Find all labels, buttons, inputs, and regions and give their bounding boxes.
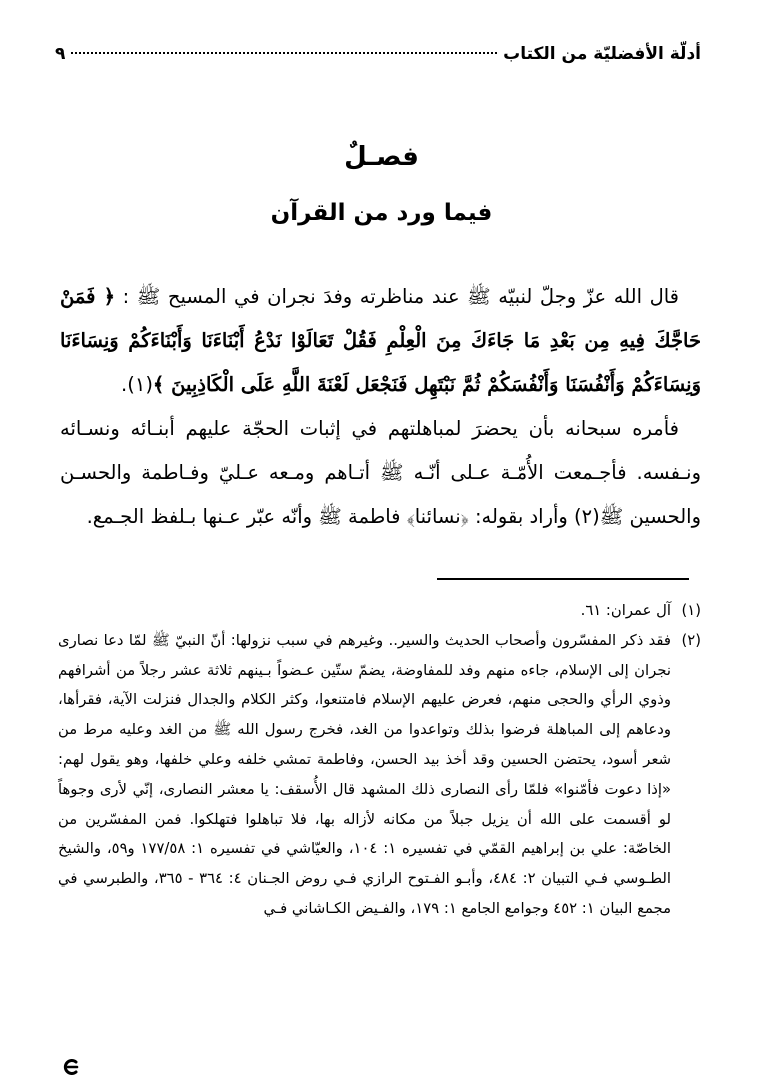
quran-quote: ﴿ فَمَنْ حَاجَّكَ فِيهِ مِن بَعْدِ مَا جَاءَكَ مِنَ الْعِلْمِ فَقُلْ تَعَالَوْا نَدْعُ أَبْنَاءَنَا وَأَبْنَاءَكُمْ وَنِسَاءَنَا وَنِسَاءَكُمْ وَأَنْفُسَنَا وَأَنْفُسَكُمْ ثُمَّ نَبْتَهِل فَنَجْعَل لَعْنَةَ اللَّهِ عَلَى الْكَاذِبِينَ ﴾	[60, 285, 701, 396]
section-subheading: فيما ورد من القرآن	[270, 200, 493, 226]
footnote-text: آل عمران: ٦١.	[580, 602, 671, 619]
footnote-number: (٢)	[681, 631, 701, 649]
footnote-ref-1[interactable]: (١)	[127, 373, 153, 396]
continue-arrow-icon	[62, 1058, 80, 1076]
footnote-text: فقد ذكر المفسّرون وأصحاب الحديث والسير.. وغيرهم في سبب نزولها: أنّ النبيّ ﷺ لمّا دعا نصارى نجران إلى الإسلام، جاءه منهم وفد للمفاوضة، يضمّ ستّين عـضواً بـينهم ثلاثة عشر رجلاً من أشرافهم وذوي الرأي والحجى منهم، فعرض عليهم الإسلام فامتنعوا، وكثر الكلام والجدال فنزلت الآية، فقرأها، ودعاهم إلى المباهلة فرضوا بذلك وتواعدوا من الغد، فخرج رسول الله ﷺ من الغد وعليه مرط من شعر أسود، يحتضن الحسين وقد أخذ بيد الحسن، وفاطمة تمشي خلفه وعلي خلفها، وهو يقول لهم: «إذا دعوت فأمّنوا» فلمّا رأى النصارى ذلك المشهد قال الأُسقف: يا معشر النصارى، إنّي لأرى وجوهاً لو أقسمت على الله أن يزيل جبلاً من مكانه لأزاله بها، فلا تباهلوا فتهلكوا. فمن المفسّرين من الخاصّة: علي بن إبراهيم القمّي في تفسيره ١: ١٠٤، والعيّاشي في تفسيره ١: ١٧٧/٥٨ و٥٩، والشيخ الطـوسي فـي التبيان ٢: ٤٨٤، وأبـو الفـتوح الرازي فـي روض الجـنان ٤: ٣٦٤ - ٣٦٥، والطبرسي في مجمع البيان ١: ٤٥٢ وجوامع الجامع ١: ١٧٩، والفـيض الكـاشاني فـي	[58, 631, 671, 917]
footnote-1	[58, 596, 701, 626]
footnote-2	[58, 626, 701, 924]
footnotes	[58, 596, 701, 924]
section-heading: فصـلٌ	[344, 142, 419, 172]
footnote-separator	[437, 578, 689, 580]
paragraph-1: قال الله عزّ وجلّ لنبيّه ﷺ عند مناظرته وفدَ نجران في المسيح ﷺ : ﴿ فَمَنْ حَاجَّكَ فِيهِ مِن بَعْدِ مَا جَاءَكَ مِنَ الْعِلْمِ فَقُلْ تَعَالَوْا نَدْعُ أَبْنَاءَنَا وَأَبْنَاءَكُمْ وَنِسَاءَنَا وَنِسَاءَكُمْ وَأَنْفُسَنَا وَأَنْفُسَكُمْ ثُمَّ نَبْتَهِل فَنَجْعَل لَعْنَةَ اللَّهِ عَلَى الْكَاذِبِينَ ﴾(١).	[60, 285, 701, 396]
paragraph-2-end: وأراد بقوله: ﴿نسائنا﴾ فاطمة ﷺ وأنّه عبّر عـنها بـلفظ الجـمع.	[86, 505, 575, 528]
main-text	[60, 275, 701, 539]
paragraph-2-text: فأمره سبحانه بأن يحضرَ لمباهلتهم في إثبات الحجّة عليهم أبنـائه ونسـائه ونـفسه. فأجـمعت الأُمّـة عـلى أنّـه ﷺ أتـاهم ومـعه عـليّ وفـاطمة والحسـن والحسين ﷺ	[60, 417, 701, 528]
footnote-number: (١)	[681, 602, 701, 619]
page-number: ٩	[55, 44, 66, 64]
header-title: أدلّة الأفضليّة من الكتاب	[503, 44, 701, 64]
running-header	[55, 44, 701, 74]
footnote-ref-2[interactable]: (٢)	[574, 505, 600, 528]
header-leader-dots	[71, 52, 497, 54]
paragraph-2	[60, 407, 701, 539]
paragraph-1-intro: قال الله عزّ وجلّ لنبيّه ﷺ عند مناظرته وفدَ نجران في المسيح ﷺ :	[115, 285, 680, 308]
